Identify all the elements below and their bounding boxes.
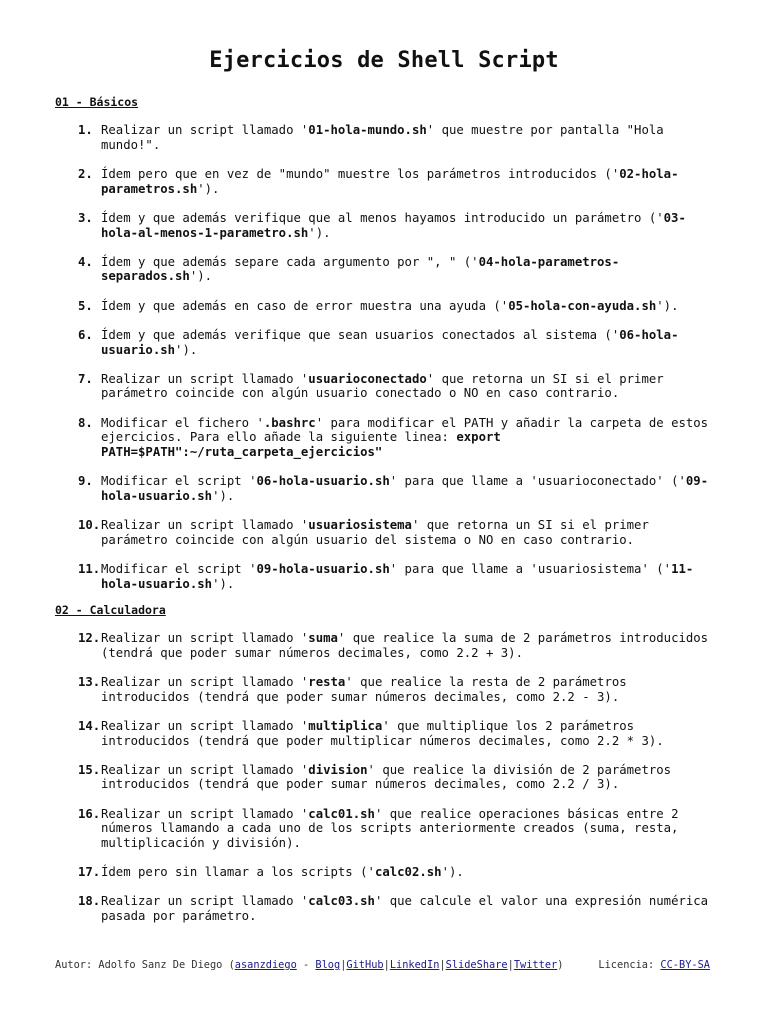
exercise-text-run: Realizar un script llamado ' xyxy=(101,762,309,777)
exercise-text xyxy=(101,255,619,284)
exercise-text xyxy=(101,518,649,547)
twitter-link[interactable]: Twitter xyxy=(513,959,558,971)
exercise-text-run: Modificar el fichero ' xyxy=(101,415,264,430)
exercise-text-run: ' que muestre por pantalla "Hola mundo!". xyxy=(101,123,664,152)
exercise-text-run: Realizar un script llamado ' xyxy=(101,674,309,689)
exercise-text-run: ' para modificar el PATH y añadir la carpeta de estos ejercicios. Para ello añade la siguiente linea: xyxy=(101,415,709,445)
exercise-text-run: '). xyxy=(212,488,235,503)
exercise-text xyxy=(101,416,708,459)
exercise-number: 9. xyxy=(78,474,93,489)
exercise-filename: 03-hola-al-menos-1-parametro.sh xyxy=(101,210,686,240)
exercise-item xyxy=(0,255,768,284)
exercise-text xyxy=(101,631,708,660)
footer-suffix: ) xyxy=(557,959,564,971)
exercise-filename: 05-hola-con-ayuda.sh xyxy=(508,298,657,313)
section-heading-basicos: 01 - Básicos xyxy=(55,95,139,109)
exercise-text-run: ' que realice la división de 2 parámetros introducidos (tendrá que poder sumar números decimales, como 2.2 / 3). xyxy=(101,762,672,792)
exercise-number: 6. xyxy=(78,327,93,342)
exercise-text xyxy=(101,865,464,879)
exercise-text-run: Realizar un script llamado ' xyxy=(101,806,309,821)
exercise-text-run: Realizar un script llamado ' xyxy=(101,518,309,533)
exercise-filename: calc03.sh xyxy=(308,894,375,909)
exercise-filename: usuariosistema xyxy=(308,518,412,533)
exercise-item xyxy=(0,894,768,923)
exercise-item xyxy=(0,123,768,152)
exercise-number: 10. xyxy=(78,518,101,533)
exercise-text xyxy=(101,807,678,850)
exercise-item xyxy=(0,719,768,748)
exercise-text-run: '). xyxy=(197,181,220,196)
exercise-item xyxy=(0,518,768,547)
section-heading-calculadora: 02 - Calculadora xyxy=(55,603,166,617)
exercise-text-run: ' para que llame a 'usuariosistema' (' xyxy=(389,562,672,577)
exercise-filename: 06-hola-usuario.sh xyxy=(256,474,390,489)
exercise-text xyxy=(101,299,678,313)
exercise-number: 11. xyxy=(78,562,101,577)
exercise-text-run: Realizar un script llamado ' xyxy=(101,631,309,645)
exercise-filename: export PATH=$PATH":~/ruta_carpeta_ejercicios" xyxy=(101,430,501,460)
exercise-item xyxy=(0,372,768,401)
exercise-item xyxy=(0,631,768,660)
exercise-filename: 02-hola-parametros.sh xyxy=(101,166,679,196)
exercise-filename: calc01.sh xyxy=(308,806,375,821)
exercise-number: 5. xyxy=(78,298,93,313)
exercise-number: 2. xyxy=(78,166,93,181)
exercise-text-run: ' que retorna un SI si el primer parámetro coincide con algún usuario del sistema o NO en caso contrario. xyxy=(101,518,649,547)
exercise-filename: 04-hola-parametros-separados.sh xyxy=(101,254,620,284)
exercise-list-basicos xyxy=(0,123,768,606)
exercise-filename: 09-hola-usuario.sh xyxy=(101,474,709,503)
exercise-number: 8. xyxy=(78,415,93,430)
footer-separator: | xyxy=(439,959,446,971)
exercise-number: 13. xyxy=(78,674,101,689)
exercise-item xyxy=(0,211,768,240)
exercise-text-run: Realizar un script llamado ' xyxy=(101,123,309,137)
exercise-filename: .bashrc xyxy=(263,415,316,430)
exercise-item xyxy=(0,167,768,196)
exercise-text-run: Ídem y que además en caso de error muestra una ayuda (' xyxy=(101,298,509,313)
exercise-text-run: Ídem y que además separe cada argumento por ", " (' xyxy=(101,254,479,269)
author-link[interactable]: asanzdiego xyxy=(234,959,297,971)
github-link[interactable]: GitHub xyxy=(346,959,384,971)
license-label: Licencia: xyxy=(598,959,661,971)
exercise-text-run: '). xyxy=(212,576,235,591)
exercise-text-run: Ídem pero que en vez de "mundo" muestre los parámetros introducidos (' xyxy=(101,166,620,181)
exercise-text-run: ' para que llame a 'usuarioconectado' (' xyxy=(389,474,686,489)
exercise-text-run: ' que realice operaciones básicas entre 2 números llamando a cada uno de los scripts anteriormente creados (suma, resta, multiplicación y división). xyxy=(101,806,679,851)
linkedin-link[interactable]: LinkedIn xyxy=(389,959,440,971)
exercise-filename: resta xyxy=(308,674,346,689)
exercise-item xyxy=(0,675,768,704)
exercise-filename: usuarioconectado xyxy=(308,371,427,386)
exercise-filename: 06-hola-usuario.sh xyxy=(101,327,679,357)
exercise-number: 12. xyxy=(78,631,101,645)
exercise-text-run: ' que realice la suma de 2 parámetros introducidos (tendrá que poder sumar números decimales, como 2.2 + 3). xyxy=(101,631,709,660)
exercise-text xyxy=(101,719,664,748)
exercise-item xyxy=(0,416,768,460)
exercise-number: 16. xyxy=(78,806,101,821)
exercise-number: 17. xyxy=(78,865,101,880)
exercise-text-run: '). xyxy=(189,269,213,284)
exercise-text-run: '). xyxy=(175,342,198,357)
exercise-text-run: Ídem pero sin llamar a los scripts (' xyxy=(101,865,375,880)
exercise-text xyxy=(101,474,708,503)
exercise-text-run: ' que retorna un SI si el primer parámetro coincide con algún usuario conectado o NO en caso contrario. xyxy=(101,371,664,401)
footer-separator: | xyxy=(507,959,514,971)
exercise-number: 7. xyxy=(78,371,93,386)
exercise-text-run: ' que multiplique los 2 parámetros introducidos (tendrá que poder multiplicar números decimales, como 2.2 * 3). xyxy=(101,718,664,748)
exercise-item xyxy=(0,299,768,314)
exercise-text-run: '). xyxy=(656,298,679,313)
exercise-item xyxy=(0,474,768,503)
license-link[interactable]: CC-BY-SA xyxy=(660,959,710,971)
exercise-text-run: ' que realice la resta de 2 parámetros introducidos (tendrá que poder sumar números decimales, como 2.2 - 3). xyxy=(101,674,627,704)
exercise-number: 3. xyxy=(78,210,93,225)
exercise-text-run: Realizar un script llamado ' xyxy=(101,718,309,733)
exercise-text xyxy=(101,562,693,591)
exercise-text xyxy=(101,675,627,704)
exercise-item xyxy=(0,807,768,851)
exercise-text xyxy=(101,328,678,357)
exercise-text-run: Realizar un script llamado ' xyxy=(101,894,309,909)
exercise-text-run: Modificar el script ' xyxy=(101,474,257,489)
exercise-text-run: Ídem y que además verifique que sean usuarios conectados al sistema (' xyxy=(101,327,620,342)
exercise-filename: 09-hola-usuario.sh xyxy=(256,562,390,577)
exercise-filename: 11-hola-usuario.sh xyxy=(101,562,694,591)
exercise-text xyxy=(101,894,708,923)
exercise-number: 18. xyxy=(78,894,101,909)
ordered-list xyxy=(0,123,768,591)
footer-author-prefix: Autor: Adolfo Sanz De Diego ( xyxy=(55,959,235,971)
exercise-filename: calc02.sh xyxy=(374,865,442,880)
exercise-number: 1. xyxy=(78,123,93,137)
exercise-filename: division xyxy=(308,762,368,777)
exercise-text-run: ' que calcule el valor una expresión numérica pasada por parámetro. xyxy=(101,894,709,924)
exercise-filename: suma xyxy=(308,631,338,645)
exercise-list-calculadora xyxy=(0,631,768,938)
slideshare-link[interactable]: SlideShare xyxy=(445,959,508,971)
exercise-item xyxy=(0,763,768,792)
exercise-text-run: '). xyxy=(308,225,331,240)
document-title: Ejercicios de Shell Script xyxy=(209,48,559,73)
exercise-text-run: Modificar el script ' xyxy=(101,562,257,577)
exercise-item xyxy=(0,562,768,591)
exercise-text xyxy=(101,211,686,240)
ordered-list xyxy=(0,631,768,924)
footer-separator: | xyxy=(340,959,347,971)
footer xyxy=(55,959,710,971)
exercise-text xyxy=(101,167,678,196)
footer-separator: | xyxy=(383,959,390,971)
footer-dash: - xyxy=(296,959,316,971)
exercise-filename: 01-hola-mundo.sh xyxy=(308,123,427,137)
exercise-number: 14. xyxy=(78,718,101,733)
exercise-text xyxy=(101,763,671,792)
exercise-text-run: Realizar un script llamado ' xyxy=(101,371,309,386)
exercise-text xyxy=(101,123,664,152)
exercise-item xyxy=(0,328,768,357)
exercise-text-run: Ídem y que además verifique que al menos hayamos introducido un parámetro (' xyxy=(101,210,664,225)
exercise-number: 15. xyxy=(78,762,101,777)
exercise-text-run: '). xyxy=(441,865,464,880)
exercise-text xyxy=(101,372,664,401)
exercise-filename: multiplica xyxy=(308,718,383,733)
blog-link[interactable]: Blog xyxy=(315,959,341,971)
exercise-number: 4. xyxy=(78,254,93,269)
exercise-item xyxy=(0,865,768,880)
license xyxy=(598,959,710,971)
